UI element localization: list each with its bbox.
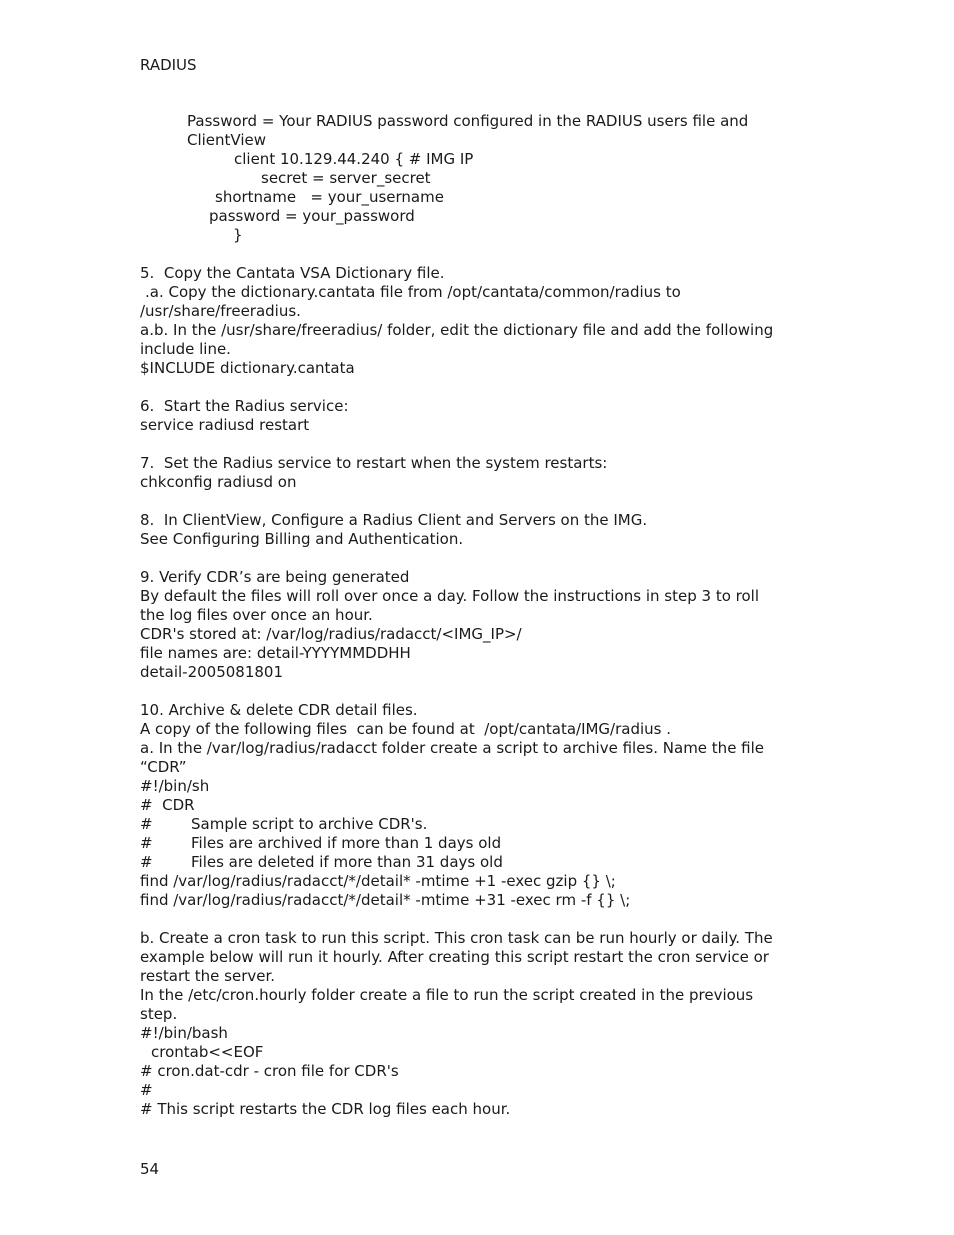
code-line	[140, 834, 820, 853]
text-line: “CDR”	[140, 758, 187, 776]
step-heading: 9. Verify CDR’s are being generated	[140, 568, 410, 586]
code-line: # cron.dat-cdr - cron file for CDR's	[140, 1062, 399, 1080]
step-heading: 5. Copy the Cantata VSA Dictionary file.	[140, 264, 445, 282]
step-6	[140, 397, 820, 435]
code-line: # CDR	[140, 796, 195, 814]
step-heading: 8. In ClientView, Configure a Radius Client and Servers on the IMG.	[140, 511, 648, 529]
code-line	[140, 853, 820, 872]
code-line: crontab<<EOF	[151, 1043, 264, 1061]
code-line: chkconfig radiusd on	[140, 473, 297, 491]
step-heading: 7. Set the Radius service to restart when the system restarts:	[140, 454, 608, 472]
code-line: #!/bin/bash	[140, 1024, 228, 1042]
text-line: b. Create a cron task to run this script. This cron task can be run hourly or daily. The	[140, 929, 773, 947]
comment-hash: #	[140, 834, 153, 852]
step-10	[140, 701, 820, 910]
code-line	[140, 815, 820, 834]
text-line: step.	[140, 1005, 178, 1023]
text-line: detail-2005081801	[140, 663, 284, 681]
code-line: service radiusd restart	[140, 416, 310, 434]
code-line: $INCLUDE dictionary.cantata	[140, 359, 355, 377]
text-line: Password = Your RADIUS password configured in the RADIUS users file and	[187, 112, 749, 130]
text-line: .a. Copy the dictionary.cantata file from /opt/cantata/common/radius to	[145, 283, 681, 301]
code-line: shortname = your_username	[215, 188, 444, 206]
text-line: /usr/share/freeradius.	[140, 302, 301, 320]
code-line: #	[140, 1081, 153, 1099]
text-line: example below will run it hourly. After creating this script restart the cron service or	[140, 948, 769, 966]
password-config-block	[140, 112, 820, 245]
text-line: By default the files will roll over once a day. Follow the instructions in step 3 to roll	[140, 587, 759, 605]
step-5	[140, 264, 820, 378]
comment-text: Files are archived if more than 1 days old	[191, 834, 502, 852]
text-line: CDR's stored at: /var/log/radius/radacct/<IMG_IP>/	[140, 625, 522, 643]
page-number: 54	[140, 1160, 160, 1178]
text-line: a. In the /var/log/radius/radacct folder create a script to archive files. Name the file	[140, 739, 765, 757]
text-line: A copy of the following files can be found at /opt/cantata/IMG/radius .	[140, 720, 672, 738]
code-line: }	[233, 226, 243, 244]
comment-text: Files are deleted if more than 31 days old	[191, 853, 503, 871]
code-line: find /var/log/radius/radacct/*/detail* -mtime +31 -exec rm -f {} \;	[140, 891, 631, 909]
comment-text: Sample script to archive CDR's.	[191, 815, 428, 833]
comment-hash: #	[140, 853, 153, 871]
page-body	[140, 112, 820, 1119]
step-heading: 10. Archive & delete CDR detail files.	[140, 701, 418, 719]
step-10b	[140, 929, 820, 1119]
text-line: file names are: detail-YYYYMMDDHH	[140, 644, 411, 662]
step-8	[140, 511, 820, 549]
text-line: ClientView	[187, 131, 267, 149]
code-line: secret = server_secret	[261, 169, 431, 187]
code-line: #!/bin/sh	[140, 777, 210, 795]
text-line: In the /etc/cron.hourly folder create a file to run the script created in the previous	[140, 986, 754, 1004]
step-9	[140, 568, 820, 682]
running-header: RADIUS	[140, 56, 197, 74]
code-line: # This script restarts the CDR log files each hour.	[140, 1100, 511, 1118]
code-line: find /var/log/radius/radacct/*/detail* -mtime +1 -exec gzip {} \;	[140, 872, 616, 890]
comment-hash: #	[140, 815, 153, 833]
text-line: restart the server.	[140, 967, 276, 985]
code-line: password = your_password	[209, 207, 415, 225]
step-7	[140, 454, 820, 492]
text-line: See Configuring Billing and Authentication.	[140, 530, 464, 548]
step-heading: 6. Start the Radius service:	[140, 397, 349, 415]
code-line: client 10.129.44.240 { # IMG IP	[234, 150, 474, 168]
text-line: the log files over once an hour.	[140, 606, 373, 624]
text-line: a.b. In the /usr/share/freeradius/ folder, edit the dictionary file and add the following	[140, 321, 774, 339]
text-line: include line.	[140, 340, 231, 358]
